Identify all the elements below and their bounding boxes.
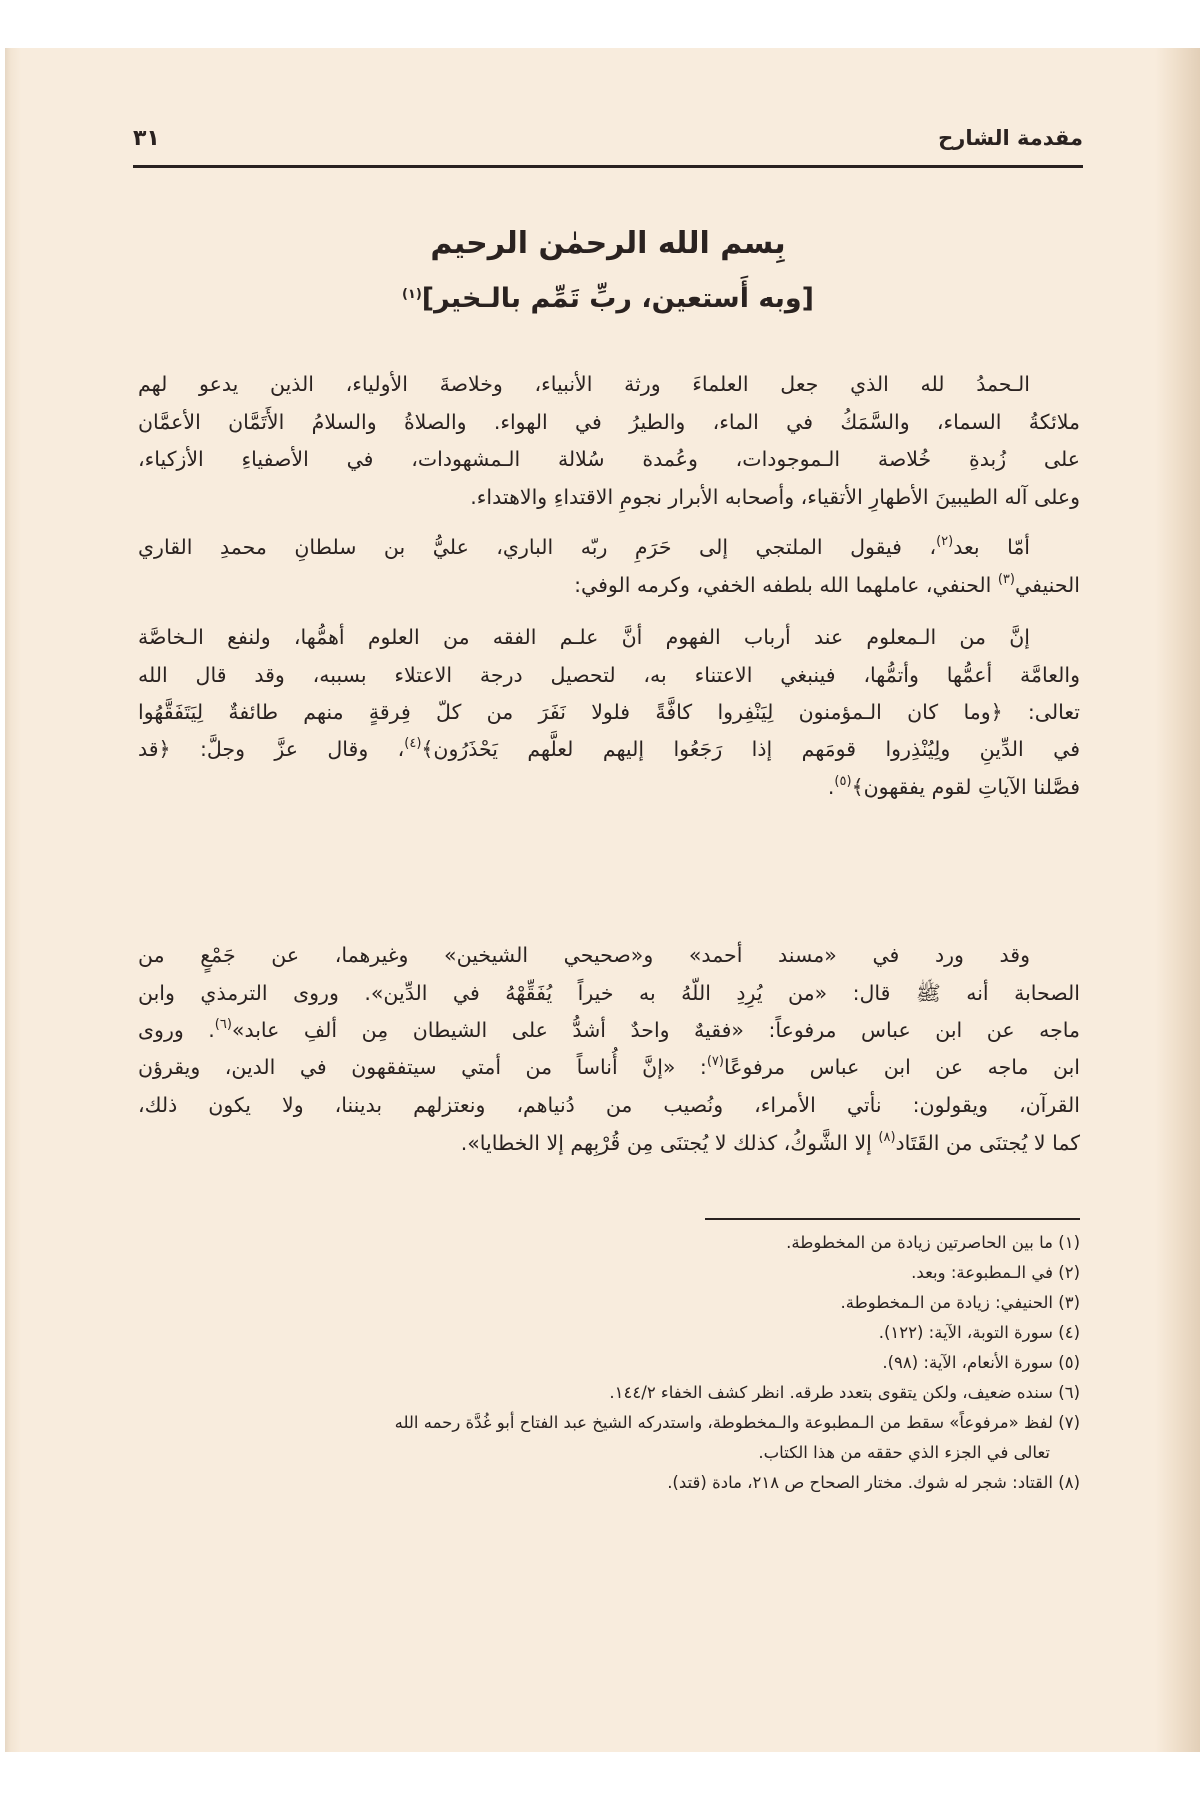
- footnote-ref: (٣): [997, 572, 1015, 587]
- text-segment: إلا الشَّوكُ، كذلك لا يُجتنَى مِن قُرْبِهم إلا الخطايا».: [460, 1131, 879, 1155]
- subtitle-text: [وبه أَستعين، ربِّ تَمِّم بالـخير]: [421, 283, 815, 314]
- subtitle-heading: [133, 283, 1083, 314]
- text-line: [138, 1053, 1080, 1081]
- footnote-ref: (٥): [834, 774, 852, 789]
- text-segment: . وروى: [138, 1018, 215, 1042]
- text-segment: القرآن، ويقولون: نأتي الأمراء، ونُصيب من دُنياهم، ونعتزلهم بديننا، ولا يكون ذلك،: [138, 1093, 1080, 1117]
- text-line: [138, 735, 1080, 763]
- text-segment: ، وقال عزَّ وجلَّ: ﴿قد: [138, 737, 405, 761]
- text-segment: الحنيفي: [1014, 573, 1080, 597]
- text-segment: الـحمدُ لله الذي جعل العلماءَ ورثة الأنبياء، وخلاصةَ الأولياء، الذين يدعو لهم: [138, 372, 1030, 396]
- text-segment: على زُبدةِ خُلاصة الـموجودات، وعُمدة سُلالة الـمشهودات، في الأصفياءِ الأزكياء،: [138, 447, 1080, 471]
- footnote-separator: [705, 1218, 1080, 1220]
- text-line: [138, 698, 1080, 726]
- footnote-ref: (٤): [404, 736, 422, 751]
- text-segment: ملائكةُ السماء، والسَّمَكُ في الماء، والطيرُ في الهواء. والصلاةُ والسلامُ الأَتَمَّان الأعمَّان: [138, 410, 1080, 434]
- book-page: [5, 48, 1200, 1752]
- text-segment: وعلى آله الطيبينَ الأطهارِ الأتقياء، وأصحابه الأبرار نجومِ الاقتداءِ والاهتداء.: [470, 485, 1080, 509]
- text-line: [138, 445, 1080, 473]
- footnote-line: (٢) في الـمطبوعة: وبعد.: [911, 1263, 1080, 1282]
- footnote-ref: (٧): [706, 1054, 724, 1069]
- text-line: [138, 941, 1030, 969]
- text-line: [138, 370, 1030, 398]
- page-number: ٣١: [133, 126, 160, 151]
- text-line: [138, 661, 1080, 689]
- footnote-ref: (٢): [936, 534, 954, 549]
- text-line: [138, 979, 1080, 1007]
- text-segment: ، فيقول الملتجي إلى حَرَمِ ربّه الباري، عليُّ بن سلطانِ محمدِ القاري: [138, 535, 937, 559]
- text-line: [138, 483, 1080, 511]
- footnote-line: (١) ما بين الحاصرتين زيادة من المخطوطة.: [786, 1233, 1080, 1252]
- text-line: [138, 408, 1080, 436]
- footnote-line: (٤) سورة التوبة، الآية: (١٢٢).: [878, 1323, 1080, 1342]
- text-segment: الصحابة أنه ﷺ قال: «من يُرِدِ اللّهُ به خيراً يُفَقِّهْهُ في الدِّين». وروى الترمذي وابن: [138, 981, 1080, 1005]
- text-segment: وقد ورد في «مسند أحمد» و«صحيحي الشيخين» وغيرهما، عن جَمْعٍ من: [138, 943, 1030, 967]
- text-segment: أمّا بعد: [953, 535, 1030, 559]
- text-line: [138, 571, 1080, 599]
- footnote-ref: (٨): [878, 1130, 896, 1145]
- text-segment: كما لا يُجتنَى من القَتَاد: [895, 1131, 1080, 1155]
- text-segment: فصَّلنا الآياتِ لقوم يفقهون﴾: [851, 775, 1080, 799]
- footnote-line: (٨) القتاد: شجر له شوك. مختار الصحاح ص ٢١٨، مادة (قتد).: [667, 1473, 1080, 1492]
- text-segment: .: [827, 775, 835, 799]
- text-line: [138, 1091, 1080, 1119]
- text-segment: والعامَّة أعمُّها وأتمُّها، فينبغي الاعتناء به، لتحصيل درجة الاعتلاء بسببه، وقد قال الله: [138, 663, 1080, 687]
- text-line: [138, 1016, 1080, 1044]
- running-head: [133, 126, 1083, 162]
- basmala-heading: بِسم الله الرحمٰن الرحيم: [430, 226, 786, 261]
- text-segment: : «إنَّ أُناساً من أمتي سيتفقهون في الدين، ويقرؤن: [138, 1055, 707, 1079]
- text-segment: إنَّ من الـمعلوم عند أرباب الفهوم أنَّ علـم الفقه من العلوم أهمُّها، ولنفع الـخاصَّة: [138, 625, 1030, 649]
- text-line: [138, 623, 1030, 651]
- footnote-ref: (٦): [214, 1017, 232, 1032]
- text-segment: الحنفي، عاملهما الله بلطفه الخفي، وكرمه الوفي:: [574, 573, 998, 597]
- footnote-line: (٥) سورة الأنعام، الآية: (٩٨).: [882, 1353, 1080, 1372]
- footnote-line: (٧) لفظ «مرفوعاً» سقط من الـمطبوعة والـمخطوطة، واستدركه الشيخ عبد الفتاح أبو غُدَّة رحمه الله: [394, 1413, 1080, 1432]
- footnote-line: (٦) سنده ضعيف، ولكن يتقوى بتعدد طرقه. انظر كشف الخفاء ١٤٤/٢.: [609, 1383, 1080, 1402]
- footnote-line: تعالى في الجزء الذي حققه من هذا الكتاب.: [758, 1443, 1050, 1462]
- text-segment: ابن ماجه عن ابن عباس مرفوعًا: [723, 1055, 1081, 1079]
- text-line: [138, 533, 1030, 561]
- text-segment: في الدِّينِ ولِيُنْذِروا قومَهم إذا رَجَعُوا إليهم لعلَّهم يَحْذَرُون﴾: [421, 737, 1080, 761]
- footnote-ref: (١): [401, 287, 422, 302]
- text-segment: تعالى: ﴿وما كان الـمؤمنون لِيَنْفِروا كافَّةً فلولا نَفَرَ من كلّ فِرقةٍ منهم طائفةٌ لِيَتَفَقَّهُوا: [138, 700, 1080, 724]
- text-segment: ماجه عن ابن عباس مرفوعاً: «فقيهٌ واحدٌ أشدُّ على الشيطان مِن ألفِ عابد»: [231, 1018, 1080, 1042]
- header-rule: [133, 165, 1083, 168]
- footnote-line: (٣) الحنيفي: زيادة من الـمخطوطة.: [840, 1293, 1080, 1312]
- text-line: [138, 773, 1080, 801]
- text-line: [138, 1129, 1080, 1157]
- running-title: مقدمة الشارح: [938, 126, 1083, 150]
